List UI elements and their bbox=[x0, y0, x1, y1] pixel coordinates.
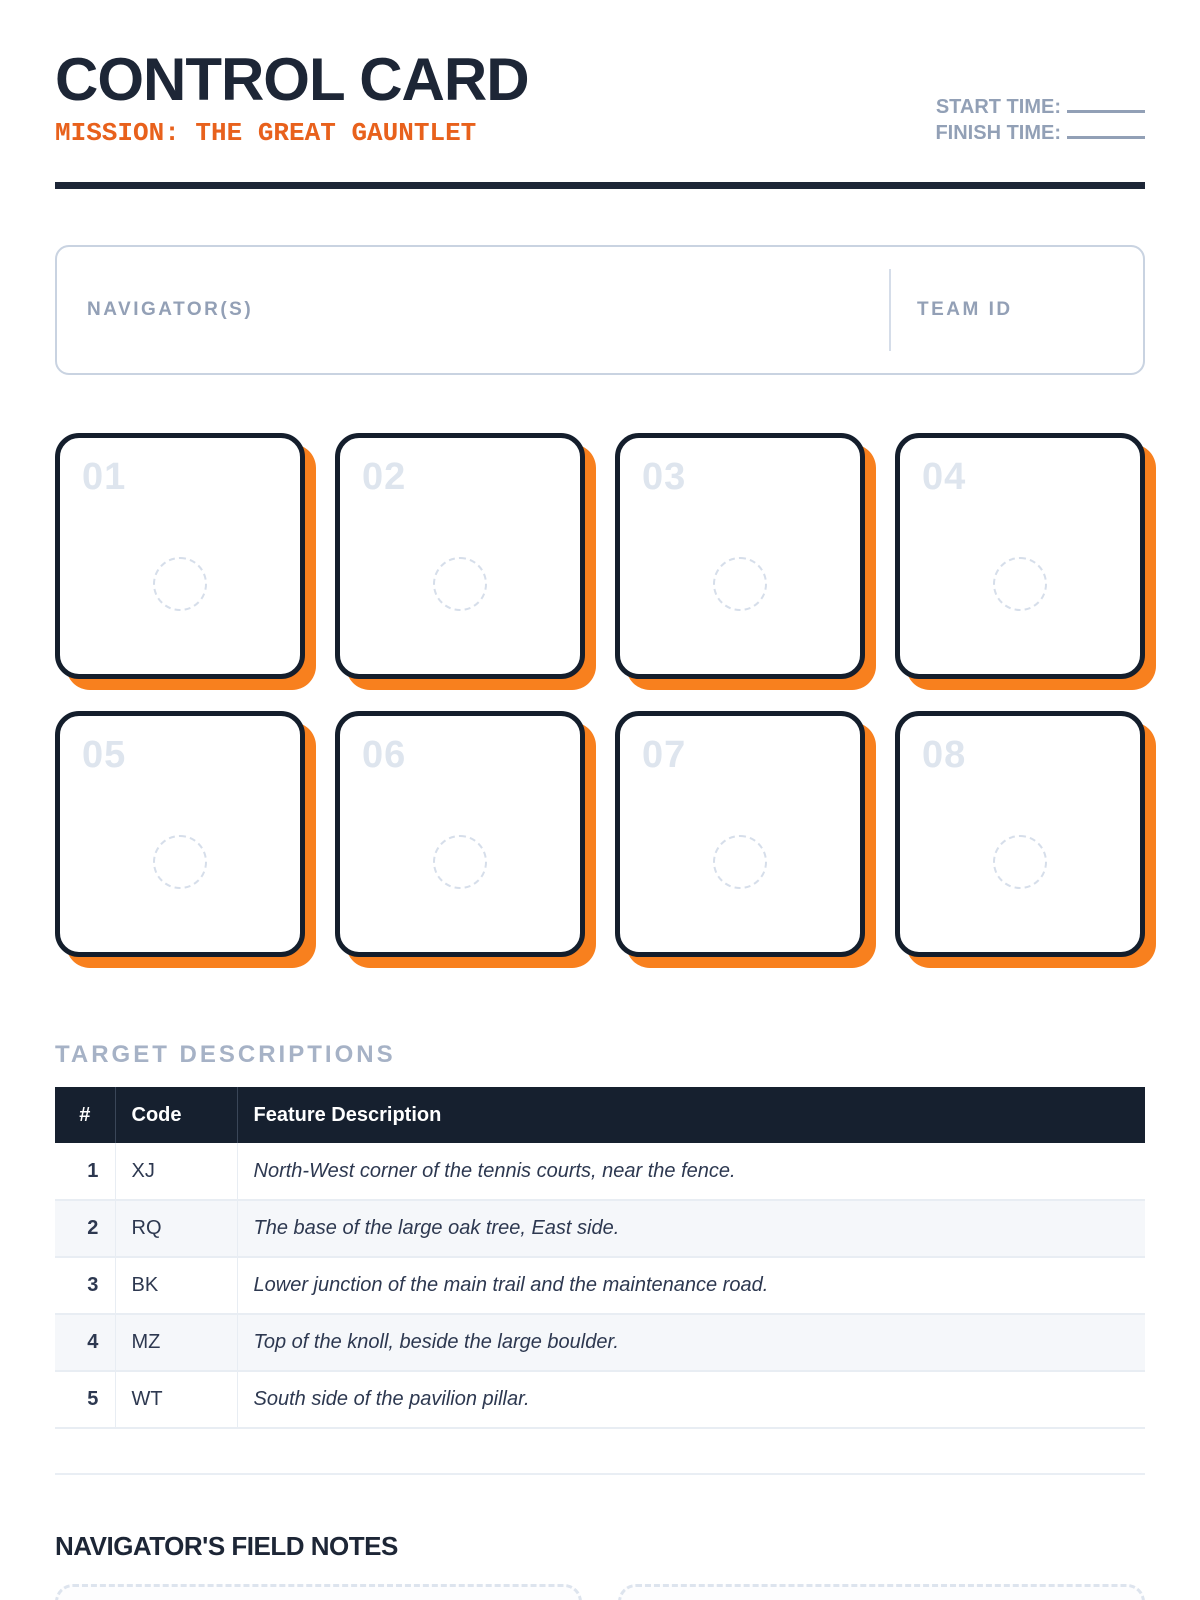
punch-target-circle-icon bbox=[713, 557, 767, 611]
punch-box[interactable] bbox=[335, 433, 585, 679]
column-header-code: Code bbox=[115, 1087, 237, 1143]
table-bottom-rule bbox=[55, 1473, 1145, 1475]
cell-code: WT bbox=[115, 1371, 237, 1428]
column-header-description: Feature Description bbox=[237, 1087, 1145, 1143]
time-fields bbox=[935, 94, 1145, 148]
navigators-label: NAVIGATOR(S) bbox=[87, 299, 254, 320]
punch-target-circle-icon bbox=[993, 835, 1047, 889]
cell-description: Lower junction of the main trail and the maintenance road. bbox=[237, 1257, 1145, 1314]
punch-box[interactable] bbox=[335, 711, 585, 957]
start-time-blank[interactable] bbox=[1067, 99, 1145, 113]
column-header-num: # bbox=[55, 1087, 115, 1143]
team-id-field[interactable] bbox=[891, 247, 1143, 373]
cell-num: 3 bbox=[55, 1257, 115, 1314]
punch-target-circle-icon bbox=[713, 835, 767, 889]
punch-box[interactable] bbox=[55, 433, 305, 679]
punch-target-circle-icon bbox=[153, 557, 207, 611]
team-info-box bbox=[55, 245, 1145, 375]
punch-box[interactable] bbox=[55, 711, 305, 957]
target-descriptions-heading: TARGET DESCRIPTIONS bbox=[55, 1041, 396, 1068]
finish-time-label: FINISH TIME: bbox=[935, 122, 1061, 144]
table-row bbox=[55, 1257, 1145, 1314]
header-divider bbox=[55, 182, 1145, 189]
finish-time-blank[interactable] bbox=[1067, 125, 1145, 139]
punch-number: 08 bbox=[922, 734, 967, 776]
team-id-label: TEAM ID bbox=[917, 299, 1013, 320]
punch-box[interactable] bbox=[895, 711, 1145, 957]
punch-number: 04 bbox=[922, 456, 967, 498]
table-row bbox=[55, 1314, 1145, 1371]
punch-target-circle-icon bbox=[993, 557, 1047, 611]
field-notes-heading: NAVIGATOR'S FIELD NOTES bbox=[55, 1531, 398, 1561]
cell-code: BK bbox=[115, 1257, 237, 1314]
table-header-row bbox=[55, 1087, 1145, 1143]
start-time-label: START TIME: bbox=[935, 96, 1061, 118]
finish-time-row bbox=[935, 120, 1145, 146]
punch-box[interactable] bbox=[895, 433, 1145, 679]
mission-subtitle: MISSION: THE GREAT GAUNTLET bbox=[55, 118, 477, 148]
punch-number: 05 bbox=[82, 734, 127, 776]
cell-num: 5 bbox=[55, 1371, 115, 1428]
header-left bbox=[55, 46, 529, 148]
field-note-box[interactable] bbox=[55, 1584, 582, 1600]
field-note-box[interactable] bbox=[618, 1584, 1145, 1600]
punch-box[interactable] bbox=[615, 433, 865, 679]
cell-code: XJ bbox=[115, 1143, 237, 1200]
start-time-row bbox=[935, 94, 1145, 120]
field-notes-row bbox=[55, 1584, 1145, 1600]
cell-code: MZ bbox=[115, 1314, 237, 1371]
table-row bbox=[55, 1371, 1145, 1428]
cell-num: 1 bbox=[55, 1143, 115, 1200]
page-title: CONTROL CARD bbox=[55, 46, 529, 113]
cell-num: 4 bbox=[55, 1314, 115, 1371]
punch-grid bbox=[55, 433, 1145, 957]
cell-code: RQ bbox=[115, 1200, 237, 1257]
navigators-field[interactable] bbox=[57, 247, 889, 373]
punch-number: 02 bbox=[362, 456, 407, 498]
cell-description: South side of the pavilion pillar. bbox=[237, 1371, 1145, 1428]
punch-number: 01 bbox=[82, 456, 127, 498]
header bbox=[55, 46, 1145, 148]
table-row bbox=[55, 1143, 1145, 1200]
target-descriptions-table bbox=[55, 1087, 1145, 1429]
cell-description: Top of the knoll, beside the large boulder. bbox=[237, 1314, 1145, 1371]
punch-number: 06 bbox=[362, 734, 407, 776]
punch-number: 07 bbox=[642, 734, 687, 776]
punch-target-circle-icon bbox=[433, 835, 487, 889]
punch-box[interactable] bbox=[615, 711, 865, 957]
table-row bbox=[55, 1200, 1145, 1257]
punch-number: 03 bbox=[642, 456, 687, 498]
cell-description: North-West corner of the tennis courts, near the fence. bbox=[237, 1143, 1145, 1200]
cell-num: 2 bbox=[55, 1200, 115, 1257]
table-body bbox=[55, 1143, 1145, 1428]
cell-description: The base of the large oak tree, East side. bbox=[237, 1200, 1145, 1257]
punch-target-circle-icon bbox=[433, 557, 487, 611]
punch-target-circle-icon bbox=[153, 835, 207, 889]
